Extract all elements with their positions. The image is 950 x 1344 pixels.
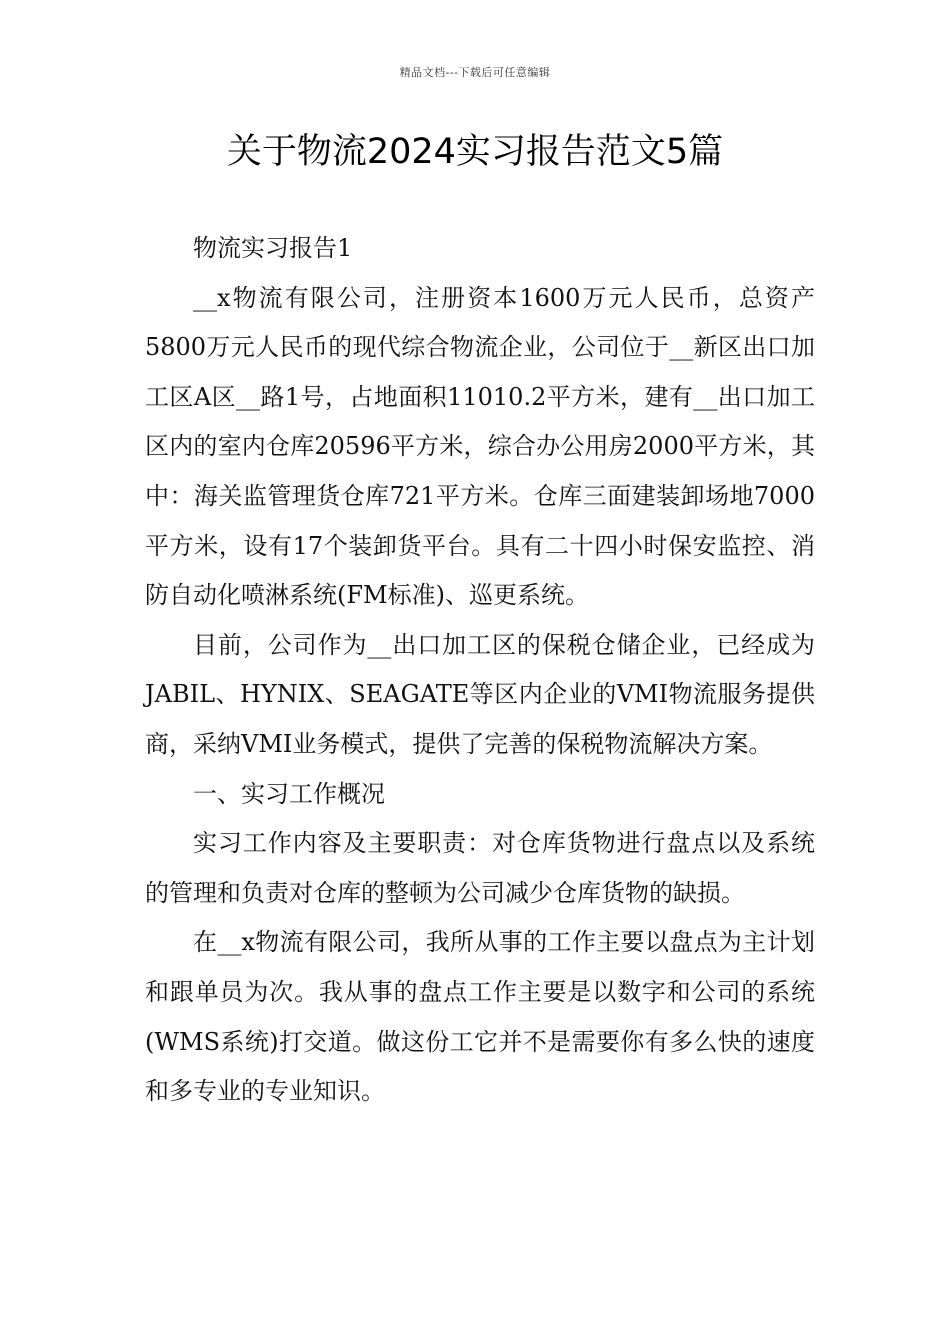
header-note: 精品文档---下载后可任意编辑	[399, 66, 551, 79]
paragraph-duties: 实习工作内容及主要职责：对仓库货物进行盘点以及系统的管理和负责对仓库的整顿为公司减少仓库货物的缺损。	[145, 829, 815, 907]
section-heading-overview: 一、实习工作概况	[193, 779, 385, 808]
document-body	[145, 224, 815, 1117]
paragraph-company-role: 目前，公司作为__出口加工区的保税仓储企业，已经成为JABIL、HYNIX、SEAGATE等区内企业的VMI物流服务提供商，采纳VMI业务模式，提供了完善的保税物流解决方案。	[145, 630, 815, 758]
paragraph-company-intro: __x物流有限公司，注册资本1600万元人民币，总资产5800万元人民币的现代综合物流企业，公司位于__新区出口加工区A区__路1号，占地面积11010.2平方米，建有__出口加工区内的室内仓库20596平方米，综合办公用房2000平方米，其中：海关监管理货仓库721平方米。仓库三面建装卸场地7000平方米，设有17个装卸货平台。具有二十四小时保安监控、消防自动化喷淋系统(FM标准)、巡更系统。	[145, 283, 815, 610]
paragraph-work-description: 在__x物流有限公司，我所从事的工作主要以盘点为主计划和跟单员为次。我从事的盘点工作主要是以数字和公司的系统(WMS系统)打交道。做这份工它并不是需要你有多么快的速度和多专业的专业知识。	[145, 928, 815, 1106]
document-title: 关于物流2024实习报告范文5篇	[226, 132, 724, 172]
section-heading-report-1: 物流实习报告1	[193, 234, 353, 262]
